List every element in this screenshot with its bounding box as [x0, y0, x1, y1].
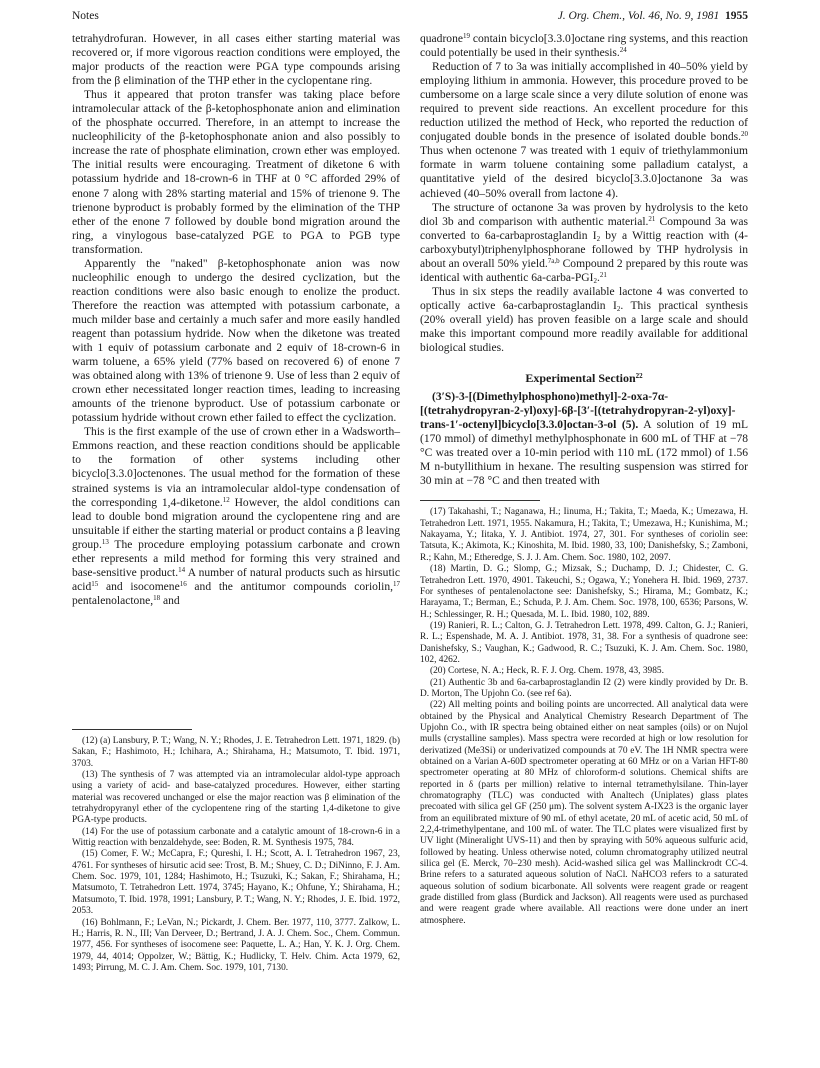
- citation-ref: 16: [179, 579, 187, 588]
- citation-ref: 14: [178, 565, 186, 574]
- footnote: (12) (a) Lansbury, P. T.; Wang, N. Y.; Rhodes, J. E. Tetrahedron Lett. 1971, 1829. (b) Sakan, F.; Hashimoto, H.; Ichihara, A.; Shirahama, H.; Matsumoto, T. Ibid. 1971, 3703.: [72, 736, 400, 769]
- text-run: and: [160, 594, 180, 607]
- paragraph: [420, 60, 748, 200]
- section-label: Notes: [72, 10, 99, 22]
- text-run: pentalenolactone,: [72, 594, 154, 607]
- text-run: However, the aldol conditions can lead to double bond migration around the cyclopentene ring and are unsuitable if either the starting material or product contains a β leaving group.: [72, 496, 400, 551]
- citation-ref: 20: [741, 130, 748, 139]
- subscript: 2: [596, 234, 601, 243]
- subscript: 2: [593, 276, 597, 285]
- footnote: (17) Takahashi, T.; Naganawa, H.; Iinuma, H.; Takita, T.; Maeda, K.; Umezawa, H. Tetrahedron Lett. 1971, 1955. Nakamura, H.; Takita, T.; Umezawa, H.; Kunishima, M.; Nakayama, Y.; Iitaka, Y. J. Antibiot. 1974, 27, 301. For syntheses of coriolin see: Tatsuta, K.; Akimota, K.; Kinoshita, M. Ibid. 1980, 33, 100; Danishefsky, S.; Zamboni, R.; Kahn, M.; Etheredge, S. J. J. Am. Chem. Soc. 1980, 102, 2097.: [420, 507, 748, 563]
- footnote: (21) Authentic 3b and 6a-carbaprostaglandin I2 (2) were kindly provided by Dr. B. D. Morton, The Upjohn Co. (see ref 6a).: [420, 677, 748, 699]
- experimental-paragraph: [420, 390, 748, 488]
- paragraph: Thus it appeared that proton transfer was taking place before intramolecular attack of the β-ketophosphonate anion and elimination of the phosphate occurred. Therefore, in an attempt to increase the nucleophilicity of the β-ketophosphonate anion and also possibly to increase the rate of phosphate elimination, crown ether was employed. The initial results were encouraging. Treatment of diketone 6 with potassium hydride and 18-crown-6 in THF at 0 °C afforded 29% of enone 7 along with 28% starting material and 15% of trienone 9. The trienone byproduct is probably formed by the elimination of the THP ether of the enone 7 followed by double bond migration around the ring, a vinylogous base-catalyzed PGE to PGA to PGB type transformation.: [72, 89, 400, 256]
- text-run: Thus in six steps the readily available lactone 4 was converted to optically active 6a-carbaprostaglandin I: [420, 285, 748, 312]
- left-column: [72, 32, 400, 608]
- section-heading: [420, 371, 748, 385]
- footnote: (19) Ranieri, R. L.; Calton, G. J. Tetrahedron Lett. 1978, 499. Calton, G. J.; Ranieri, R. L.; Espenshade, M. A. J. Antibiot. 1978, 31, 38. For a synthesis of quadrone see: Danishefsky, S.; Vaughan, K.; Gadwood, R. C.; Tsuzuki, K. J. Am. Chem. Soc. 1980, 102, 4262.: [420, 620, 748, 665]
- footnote: (14) For the use of potassium carbonate and a catalytic amount of 18-crown-6 in a Wittig reaction with benzaldehyde, see: Boden, R. M. Synthesis 1975, 784.: [72, 826, 400, 849]
- citation-ref: 13: [101, 537, 109, 546]
- compound-title: (3′S)-3-[(Dimethylphosphono)methyl]-2-oxa-7α-[(tetrahydropyran-2-yl)oxy]-6β-[3′-[(tetrahydropyran-2-yl)oxy]-trans-1′-octenyl]bicyclo[3.3.0]octan-3-ol (5).: [420, 391, 736, 432]
- citation-ref: 18: [153, 593, 161, 602]
- citation-ref: 12: [222, 495, 230, 504]
- citation-ref: 7a,b: [547, 256, 560, 265]
- text-run: and isocomene: [98, 580, 180, 593]
- citation-ref: 22: [635, 372, 643, 381]
- citation-ref: 15: [91, 579, 99, 588]
- text-run: and the antitumor compounds coriolin,: [186, 580, 393, 593]
- text-run: Compound 2 prepared by this route was identical with authentic 6a-carba-PGI: [420, 257, 748, 284]
- citation-ref: 21: [599, 270, 607, 279]
- footnote-rule: [72, 729, 192, 730]
- paragraph: [420, 285, 748, 355]
- running-head: [72, 10, 748, 26]
- footnote: (16) Bohlmann, F.; LeVan, N.; Pickardt, J. Chem. Ber. 1977, 110, 3777. Zalkow, L. H.; Harris, R. N., III; Van Derveer, D.; Bertrand, J. A. J. Chem. Soc., Chem. Commun. 1977, 456. For syntheses of isocomene see: Paquette, L. A.; Han, Y. K. J. Org. Chem. 1979, 44, 4014; Oppolzer, W.; Bättig, K.; Hudlicky, T. Helv. Chim. Acta 1979, 62, 1493; Pirrung, M. C. J. Am. Chem. Soc. 1979, 101, 7130.: [72, 917, 400, 973]
- citation-ref: 24: [619, 46, 627, 55]
- footnote: (22) All melting points and boiling points are uncorrected. All analytical data were obtained by the Physical and Analytical Chemistry Research Department of The Upjohn Co., with IR spectra being obtained either on neat samples (oils) or on Nujol mulls (crystalline samples). Mass spectra were recorded at high or low resolution for derivatized (Me3Si) or underivatized compounds at 70 eV. The 1H NMR spectra were obtained on a Varian A-60D spectrometer operating at 60 MHz or on a Varian HFT-80 spectrometer operating at 80 MHz of chloroform-d solutions. Chemical shifts are reported in δ (parts per million) relative to internal tetramethylsilane. Thin-layer chromatography (TLC) was conducted with Analtech (Uniplates) glass plates precoated with silica gel GF (250 μm). The solvent system A-IX23 is the organic layer from an equilibrated mixture of 90 mL of ethyl acetate, 20 mL of acetic acid, 50 mL of 2,2,4-trimethylpentane, and 100 mL of water. The TLC plates were visualized first by UV light (Mineralight UVS-11) and then by spraying with 50% aqueous sulfuric acid, followed by heating. Unless otherwise noted, column chromatography utilized neutral silica gel (E. Merck, 70–230 mesh). Acid-washed silica gel was Mallinckrodt CC-4. Brine refers to a saturated aqueous solution of NaCl. NaHCO3 refers to a saturated aqueous solution of sodium bicarbonate. All solvents were reagent grade or reagent grade distilled from glass (Burdick and Jackson). All reagents were used as purchased and were reagent grade where available. All reactions were done under an inert atmosphere.: [420, 700, 748, 926]
- footnote: (18) Martin, D. G.; Slomp, G.; Mizsak, S.; Duchamp, D. J.; Chidester, C. G. Tetrahedron Lett. 1970, 4901. Takeuchi, S.; Ogawa, Y.; Yonehera H. Ibid. 1969, 2737. For syntheses of pentalenolactone see: Danishefsky, S.; Hirama, M.; Gombatz, K.; Harayama, T.; Berman, E.; Schuda, P. J. Am. Chem. Soc. 1978, 100, 6536; Parsons, W. H.; Schlessinger, R. H.; Quesada, M. L. Ibid. 1980, 102, 889.: [420, 564, 748, 620]
- paragraph: [420, 201, 748, 285]
- text-run: .: [596, 271, 600, 284]
- text-run: Thus when octenone 7 was treated with 1 equiv of triethylammonium formate in warm toluene containing some palladium catalyst, a quantitative yield of the desired bicyclo[3.3.0]octanone 3a was achieved (40–50% overall from lactone 4).: [420, 145, 748, 200]
- text-run: Reduction of 7 to 3a was initially accomplished in 40–50% yield by employing lithium in ammonia. However, this procedure proved to be cumbersome on a large scale since a very dilute solution of enone was required to prevent side reactions. An excellent procedure for this reduction utilized the method of Heck, who reported the reduction of conjugated double bonds in the presence of isolated double bonds.: [420, 61, 748, 144]
- section-heading-text: Experimental Section: [525, 371, 636, 386]
- page-number: 1955: [725, 10, 748, 22]
- right-column: [420, 32, 748, 927]
- text-run: . This practical synthesis (20% overall yield) has proven feasible on a large scale and should make this important compound more readily available for additional biological studies.: [420, 299, 748, 355]
- footnote: (15) Comer, F. W.; McCapra, F.; Qureshi, I. H.; Scott, A. I. Tetrahedron 1967, 23, 4761. For syntheses of hirsutic acid see: Trost, B. M.; Shuey, C. D.; DiNinno, F. J. Am. Chem. Soc. 1979, 101, 1284; Hashimoto, H.; Tsuzuki, K.; Sakan, F.; Shirahama, H.; Matsumoto, T. Tetrahedron Lett. 1974, 3745; Hayano, K.; Ohfune, Y.; Shirahama, H.; Matsumoto, T. Ibid. 1978, 1991; Lansbury, P. T.; Wang, N. Y.; Rhodes, J. E. Ibid. 1972, 2053.: [72, 849, 400, 917]
- text-run: The structure of octanone 3a was proven by hydrolysis to the keto diol 3b and comparison with authentic material.: [420, 201, 748, 228]
- text-run: quadrone: [420, 33, 463, 45]
- text-run: This is the first example of the use of crown ether in a Wadsworth–Emmons reaction, and these reaction conditions should be applicable to the formation of other systems including other bicyclo[3.3.0]octenones. The usual method for the formation of these strained systems is via an intramolecular aldol-type condensation of the corresponding 1,4-diketone.: [72, 426, 400, 509]
- footnote: (20) Cortese, N. A.; Heck, R. F. J. Org. Chem. 1978, 43, 3985.: [430, 666, 664, 677]
- text-run: The procedure employing potassium carbonate and crown ether represents a mild method for forming this very strained and base-sensitive product.: [72, 538, 400, 579]
- text-run: contain bicyclo[3.3.0]octane ring systems, and this reaction could potentially be used in their synthesis.: [420, 33, 748, 60]
- citation-ref: 21: [648, 214, 656, 223]
- footnotes-right: [420, 500, 748, 927]
- paragraph: Apparently the "naked" β-ketophosphonate anion was now nucleophilic enough to undergo the desired cyclization, but the reaction conditions were also basic enough to enolize the product. Therefore the reaction was attempted with potassium carbonate, a much milder base and certainly a much safer and more easily handled reagent than potassium hydride. Now when the diketone was treated with 1 equiv of potassium carbonate and 2 equiv of 18-crown-6 in warm toluene, a 65% yield (77% based on recovered 6) of enone 7 was obtained along with 13% of trienone 9. Use of less than 2 equiv of crown ether necessitated longer reaction times, leading to increasing amounts of the trienone byproduct. Use of potassium carbonate or potassium hydride without crown ether failed to effect the cyclization.: [72, 257, 400, 425]
- text-run: A solution of 19 mL (170 mmol) of dimethyl methylphosphonate in 600 mL of THF at −78 °C was treated over a 10-min period with 110 mL (172 mmol) of 1.56 M n-butyllithium in hexane. The resulting suspension was stirred for 30 min at −78 °C and then treated with: [420, 419, 748, 488]
- text-run: Compound 3a was converted to 6a-carbaprostaglandin I: [420, 215, 749, 242]
- paragraph: [420, 32, 748, 60]
- paragraph: tetrahydrofuran. However, in all cases either starting material was recovered or, if more vigorous reaction conditions were employed, the major products of the reaction were PGA type compounds arising from the β elimination of the THP ether in the cyclopentane ring.: [72, 33, 400, 88]
- journal-name: J. Org. Chem.: [557, 10, 623, 22]
- subscript: 2: [616, 304, 621, 313]
- footnotes-left: [72, 717, 400, 974]
- text-run: A number of natural products such as hirsutic acid: [72, 566, 400, 593]
- text-run: by a Wittig reaction with (4-carboxybutyl)triphenylphosphorane followed by THP hydrolysis in about an overall 50% yield.: [420, 229, 748, 270]
- footnote: (13) The synthesis of 7 was attempted via an intramolecular aldol-type approach using a variety of acid- and base-catalyzed procedures. However, either starting material was recovered unchanged or else the major reaction was β elimination of the tetrahydropyranyl ether of the cyclopentene ring of the starting 1,4-diketone to give PGA-type products.: [72, 770, 400, 826]
- journal-citation: [558, 10, 748, 22]
- paragraph: [72, 425, 400, 608]
- citation-ref: 19: [462, 32, 470, 40]
- volume-info: , Vol. 46, No. 9, 1981: [622, 10, 720, 22]
- citation-ref: 17: [393, 579, 400, 588]
- footnote-rule: [420, 500, 540, 501]
